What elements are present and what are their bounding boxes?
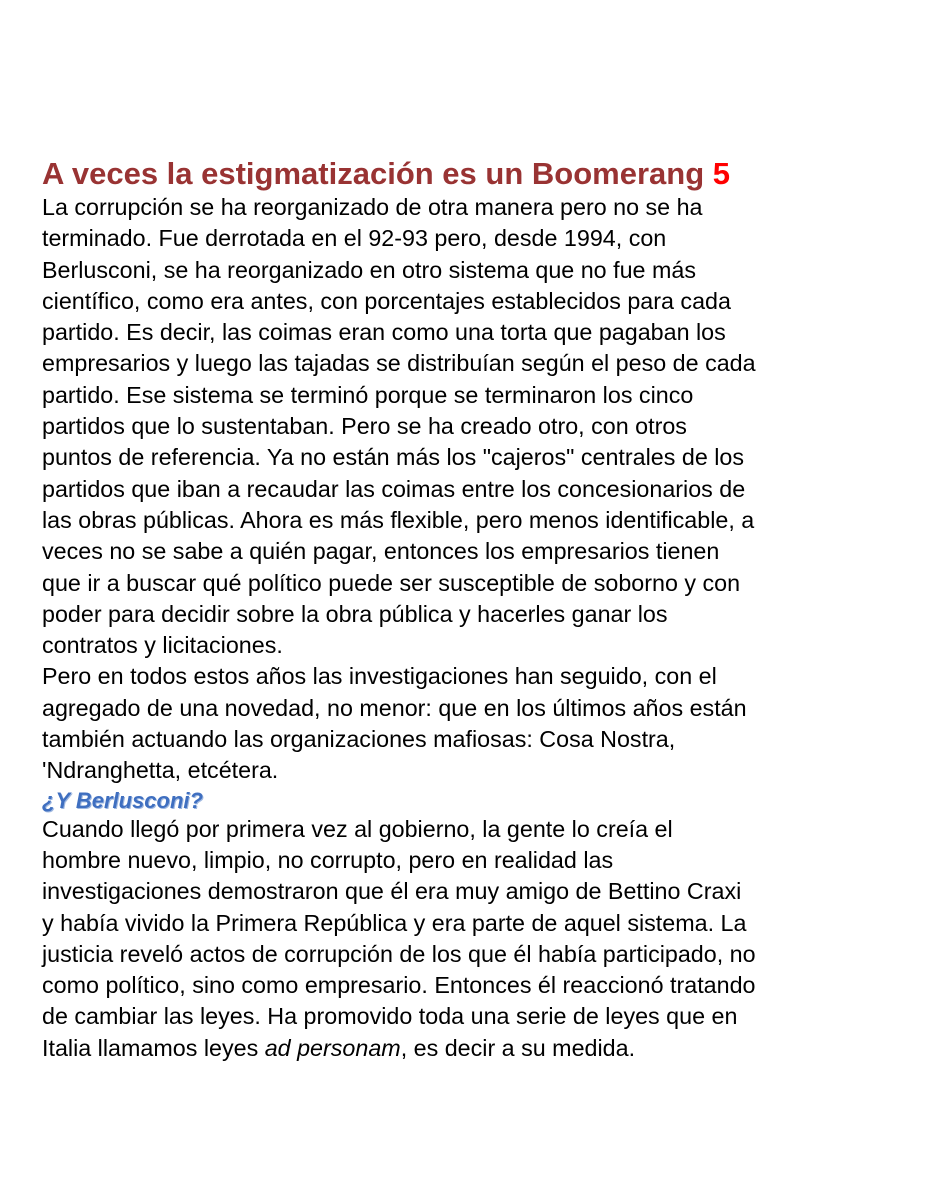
text-line: Pero en todos estos años las investigaciones han seguido, con el bbox=[42, 663, 717, 690]
italic-term: ad personam bbox=[264, 1034, 401, 1061]
text-line: científico, como era antes, con porcentajes establecidos para cada bbox=[42, 287, 731, 314]
paragraph-2 bbox=[42, 661, 902, 786]
text-line: las obras públicas. Ahora es más flexible, pero menos identificable, a bbox=[42, 506, 755, 533]
text-line: partido. Ese sistema se terminó porque se terminaron los cinco bbox=[42, 381, 694, 408]
title-text: A veces la estigmatización es un Boomerang bbox=[42, 156, 705, 191]
article-title bbox=[42, 156, 902, 192]
text-line: partidos que iban a recaudar las coimas entre los concesionarios de bbox=[42, 475, 746, 502]
text-line: partidos que lo sustentaban. Pero se ha creado otro, con otros bbox=[42, 413, 687, 440]
text-segment: Italia llamamos leyes bbox=[42, 1034, 265, 1061]
text-line: partido. Es decir, las coimas eran como una torta que pagaban los bbox=[42, 319, 726, 346]
text-line: veces no se sabe a quién pagar, entonces los empresarios tienen bbox=[42, 538, 720, 565]
subheading: ¿Y Berlusconi? bbox=[42, 787, 203, 813]
text-line: también actuando las organizaciones mafiosas: Cosa Nostra, bbox=[42, 726, 676, 753]
text-line: como político, sino como empresario. Entonces él reaccionó tratando bbox=[42, 972, 756, 999]
text-line: poder para decidir sobre la obra pública y hacerles ganar los bbox=[42, 600, 668, 627]
text-line: contratos y licitaciones. bbox=[42, 632, 283, 659]
text-line: de cambiar las leyes. Ha promovido toda una serie de leyes que en bbox=[42, 1003, 738, 1030]
text-line: y había vivido la Primera República y era parte de aquel sistema. La bbox=[42, 909, 747, 936]
text-line: Cuando llegó por primera vez al gobierno, la gente lo creía el bbox=[42, 815, 673, 842]
text-line: Berlusconi, se ha reorganizado en otro sistema que no fue más bbox=[42, 256, 696, 283]
text-line: que ir a buscar qué político puede ser susceptible de soborno y con bbox=[42, 569, 741, 596]
text-segment: , es decir a su medida. bbox=[400, 1034, 636, 1061]
text-line: investigaciones demostraron que él era muy amigo de Bettino Craxi bbox=[42, 878, 742, 905]
paragraph-3 bbox=[42, 814, 902, 1064]
text-line: terminado. Fue derrotada en el 92-93 pero, desde 1994, con bbox=[42, 225, 667, 252]
text-line: hombre nuevo, limpio, no corrupto, pero en realidad las bbox=[42, 846, 614, 873]
text-line-last bbox=[42, 1033, 902, 1064]
document-page bbox=[42, 156, 902, 1064]
text-line: 'Ndranghetta, etcétera. bbox=[42, 757, 279, 784]
text-line: puntos de referencia. Ya no están más los "cajeros" centrales de los bbox=[42, 444, 745, 471]
title-number: 5 bbox=[712, 156, 731, 191]
text-line: agregado de una novedad, no menor: que en los últimos años están bbox=[42, 694, 747, 721]
text-line: La corrupción se ha reorganizado de otra manera pero no se ha bbox=[42, 194, 703, 220]
text-line: justicia reveló actos de corrupción de los que él había participado, no bbox=[42, 940, 756, 967]
text-line: empresarios y luego las tajadas se distribuían según el peso de cada bbox=[42, 350, 756, 377]
paragraph-1 bbox=[42, 192, 902, 661]
